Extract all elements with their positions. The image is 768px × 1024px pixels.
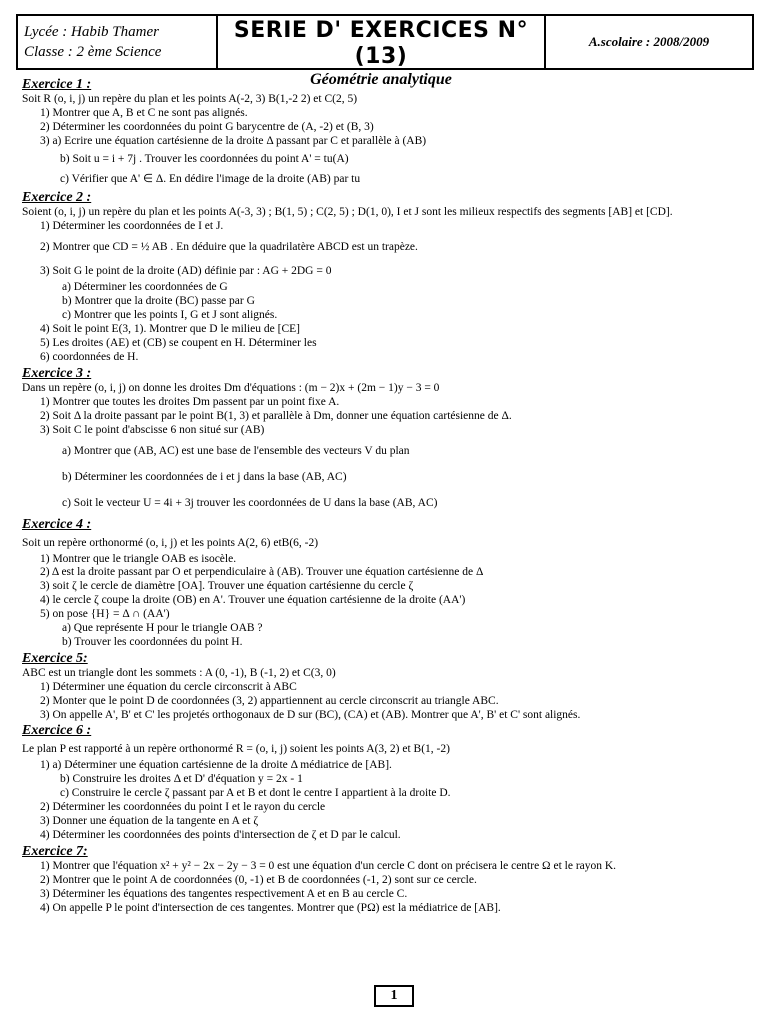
exercise-line: 3) Soit C le point d'abscisse 6 non situé sur (AB) [40, 423, 265, 436]
exercise-line: 2) Δ est la droite passant par O et perpendiculaire à (AB). Trouver une équation cartésienne de Δ [40, 566, 484, 579]
exercise-title: Exercice 5: [22, 650, 88, 666]
exercise-line: 3) On appelle A', B' et C' les projetés orthogonaux de D sur (BC), (CA) et (AB). Montrer que A', B' et C' sont alignés. [40, 708, 581, 721]
exercise-line: b) Trouver les coordonnées du point H. [62, 635, 243, 648]
exercise-line: 3) a) Ecrire une équation cartésienne de la droite Δ passant par C et parallèle à (AB) [40, 134, 427, 147]
exercise-line: 5) on pose {H} = Δ ∩ (AA') [40, 608, 170, 621]
exercise-line: 5) Les droites (AE) et (CB) se coupent en H. Déterminer les [40, 337, 317, 350]
exercise-intro: Le plan P est rapporté à un repère orthonormé R = (o, i, j) soient les points A(3, 2) et B(1, -2) [22, 743, 450, 756]
exercise-intro: Dans un repère (o, i, j) on donne les droites Dm d'équations : (m − 2)x + (2m − 1)y − 3 = 0 [22, 381, 440, 394]
exercise-title: Exercice 6 : [22, 723, 92, 739]
exercise-1 [22, 77, 754, 189]
exercise-line: 2) Montrer que CD = ½ AB . En déduire que la quadrilatère ABCD est un trapèze. [40, 241, 418, 254]
exercise-line: 3) Déterminer les équations des tangentes respectivement A et en B au cercle C. [40, 887, 408, 900]
exercise-line: 1) Montrer que toutes les droites Dm passent par un point fixe A. [40, 395, 340, 408]
class-name: Classe : 2 ème Science [24, 44, 162, 60]
exercise-title: Exercice 4 : [22, 516, 92, 532]
exercise-line: 4) On appelle P le point d'intersection de ces tangentes. Montrer que (PΩ) est la médiatrice de [AB]. [40, 901, 501, 914]
exercise-line: 2) Soit Δ la droite passant par le point B(1, 3) et parallèle à Dm, donner une équation cartésienne de Δ. [40, 409, 512, 422]
exercise-line: 3) soit ζ le cercle de diamètre [OA]. Trouver une équation cartésienne du cercle ζ [40, 580, 414, 593]
exercise-intro: Soient (o, i, j) un repère du plan et les points A(-3, 3) ; B(1, 5) ; C(2, 5) ; D(1, 0), I et J sont les milieux respectifs des segments [AB] et [CD]. [22, 205, 673, 218]
exercise-list [22, 76, 754, 916]
exercise-line: 2) Déterminer les coordonnées du point G barycentre de (A, -2) et (B, 3) [40, 120, 374, 133]
exercise-line: b) Soit u = i + 7j . Trouver les coordonnées du point A' = tu(A) [60, 152, 349, 165]
exercise-line: b) Montrer que la droite (BC) passe par G [62, 295, 255, 308]
exercise-line: 3) Soit G le point de la droite (AD) définie par : AG + 2DG = 0 [40, 265, 332, 278]
page-number: 1 [374, 985, 414, 1007]
exercise-intro: ABC est un triangle dont les sommets : A (0, -1), B (-1, 2) et C(3, 0) [22, 666, 336, 679]
exercise-line: 1) Déterminer les coordonnées de I et J. [40, 219, 224, 232]
exercise-line: 1) Montrer que le triangle OAB es isocèle. [40, 552, 237, 565]
exercise-line: a) Montrer que (AB, AC) est une base de l'ensemble des vecteurs V du plan [62, 444, 410, 457]
exercise-title: Exercice 7: [22, 843, 88, 859]
exercise-line: 1) Montrer que A, B et C ne sont pas alignés. [40, 106, 248, 119]
exercise-4 [22, 517, 754, 650]
exercise-line: c) Construire le cercle ζ passant par A et B et dont le centre I appartient à la droite D. [60, 787, 451, 800]
exercise-line: 3) Donner une équation de la tangente en A et ζ [40, 815, 259, 828]
exercise-line: 1) a) Déterminer une équation cartésienne de la droite Δ médiatrice de [AB]. [40, 759, 392, 772]
exercise-7 [22, 844, 754, 916]
exercise-line: a) Déterminer les coordonnées de G [62, 281, 228, 294]
exercise-5 [22, 651, 754, 723]
exercise-line: 4) Soit le point E(3, 1). Montrer que D le milieu de [CE] [40, 323, 300, 336]
school-year: A.scolaire : 2008/2009 [588, 34, 710, 49]
exercise-line: 2) Déterminer les coordonnées du point I et le rayon du cercle [40, 801, 326, 814]
exercise-line: 4) Déterminer les coordonnées des points d'intersection de ζ et D par le calcul. [40, 829, 401, 841]
exercise-intro: Soit un repère orthonormé (o, i, j) et les points A(2, 6) etB(6, -2) [22, 536, 319, 549]
exercise-line: 1) Déterminer une équation du cercle circonscrit à ABC [40, 680, 297, 693]
exercise-line: 6) coordonnées de H. [40, 350, 139, 363]
exercise-title: Exercice 2 : [22, 189, 92, 205]
exercise-line: 2) Monter que le point D de coordonnées (3, 2) appartiennent au cercle circonscrit au triangle ABC. [40, 694, 499, 707]
exercise-intro: Soit R (o, i, j) un repère du plan et les points A(-2, 3) B(1,-2 2) et C(2, 5) [22, 93, 358, 105]
exercise-line: b) Déterminer les coordonnées de i et j dans la base (AB, AC) [62, 470, 347, 483]
exercise-line: 4) le cercle ζ coupe la droite (OB) en A'. Trouver une équation cartésienne de la droite (AA') [40, 594, 466, 607]
exercise-line: b) Construire les droites Δ et D' d'équation y = 2x - 1 [60, 773, 303, 786]
exercise-title: Exercice 3 : [22, 365, 92, 381]
exercise-6 [22, 723, 754, 842]
exercise-line: c) Montrer que les points I, G et J sont alignés. [62, 309, 278, 322]
exercise-line: 2) Montrer que le point A de coordonnées (0, -1) et B de coordonnées (-1, 2) sont sur ce cercle. [40, 873, 477, 886]
exercise-3 [22, 366, 754, 516]
school-info [18, 16, 218, 68]
exercise-line: c) Vérifier que A' ∈ Δ. En dédire l'image de la droite (AB) par tu [60, 172, 361, 185]
title-block [218, 16, 546, 88]
document-title: SERIE D' EXERCICES N°(13) [233, 18, 529, 69]
exercise-line: a) Que représente H pour le triangle OAB ? [62, 622, 263, 635]
document-subtitle: Géométrie analytique [310, 71, 452, 88]
exercise-line: 1) Montrer que l'équation x² + y² − 2x − 2y − 3 = 0 est une équation d'un cercle C dont on précisera le centre Ω et le rayon K. [40, 859, 617, 872]
exercise-line: c) Soit le vecteur U = 4i + 3j trouver les coordonnées de U dans la base (AB, AC) [62, 496, 438, 509]
exercise-title: Exercice 1 : [22, 77, 92, 92]
exercise-2 [22, 190, 754, 365]
school-name: Lycée : Habib Thamer [24, 24, 159, 40]
